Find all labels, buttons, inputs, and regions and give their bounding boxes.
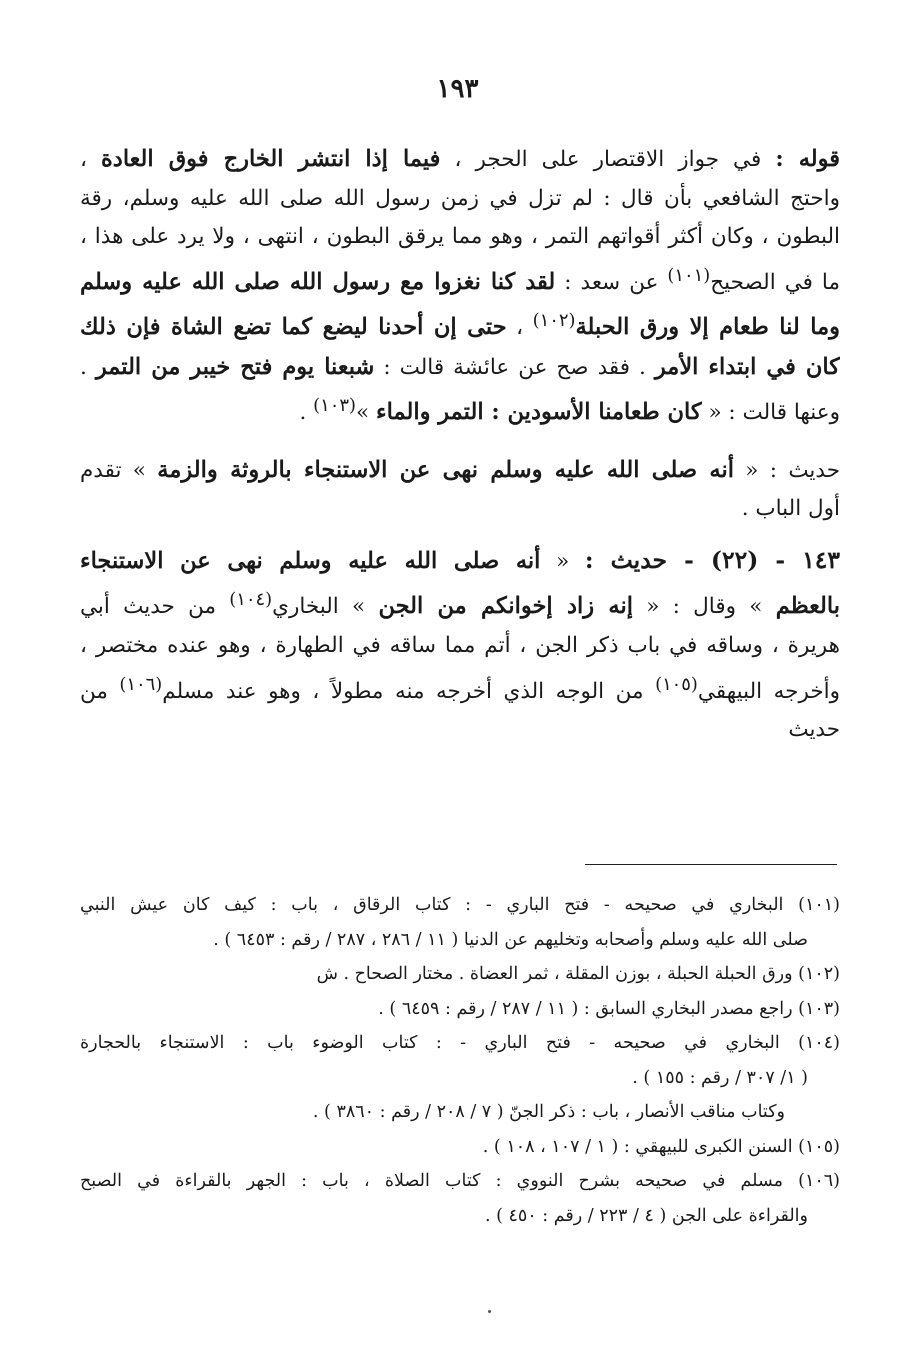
footnote-104-cont2: وكتاب مناقب الأنصار ، باب : ذكر الجنّ ( ٧ / ٢٠٨ / رقم : ٣٨٦٠ ) . xyxy=(312,1102,785,1122)
text-line-11: بالعظم » وقال : « إنه زاد إخوانكم من الجن » البخاري$^{(١٠٤)}$ من حديث أبي xyxy=(80,589,840,620)
text-line-6: كان في ابتداء الأمر . فقد صح عن عائشة قالت : شبعنا يوم فتح خيبر من التمر . xyxy=(80,353,840,380)
footnote-105: (١٠٥) السنن الكبرى للبيهقي : ( ١ / ١٠٧ ، ١٠٨ ) . xyxy=(482,1136,840,1157)
footnote-ref-101[interactable]: (١٠١) xyxy=(667,264,711,286)
footnote-103: (١٠٣) راجع مصدر البخاري السابق : ( ١١ / ٢٨٧ / رقم : ٦٤٥٩ ) . xyxy=(378,998,840,1019)
text-line-12: هريرة ، وساقه في باب ذكر الجن ، أتم مما ساقه في الطهارة ، وهو عنده مختصر ، xyxy=(80,633,840,659)
footnote-104-cont: ( ١/ ٣٠٧ / رقم : ١٥٥ ) . xyxy=(632,1067,808,1088)
text-line-4: ما في الصحيح$^{(١٠١)}$ عن سعد : لقد كنا نغزوا مع رسول الله صلى الله عليه وسلم xyxy=(80,264,840,295)
footnote-ref-103[interactable]: (١٠٣) xyxy=(313,395,357,417)
text-line-9: أول الباب . xyxy=(741,496,840,522)
scan-speck xyxy=(488,1310,491,1313)
footnote-ref-102[interactable]: (١٠٢) xyxy=(532,310,576,332)
footnote-104: (١٠٤) البخاري في صحيحه - فتح الباري - : كتاب الوضوء باب : الاستنجاء بالحجارة xyxy=(80,1033,840,1053)
footnote-102: (١٠٢) ورق الحبلة الحبلة ، بوزن المقلة ، ثمر العضاة . مختار الصحاح . ش xyxy=(316,964,840,984)
text-line-8: حديث : « أنه صلى الله عليه وسلم نهى عن الاستنجاء بالروثة والزمة » تقدم xyxy=(80,456,840,483)
footnote-106: (١٠٦) مسلم في صحيحه بشرح النووي : كتاب الصلاة ، باب : الجهر بالقراءة في الصبح xyxy=(80,1171,840,1191)
text-line-14: حديث xyxy=(788,717,840,743)
footnote-101-cont: صلى الله عليه وسلم وأصحابه وتخليهم عن الدنيا ( ١١ / ٢٨٦ ، ٢٨٧ / رقم : ٦٤٥٣ ) . xyxy=(213,929,808,950)
paragraph-gap xyxy=(80,529,840,541)
footnote-ref-104[interactable]: (١٠٤) xyxy=(229,589,273,611)
text-line-1: قوله : في جواز الاقتصار على الحجر ، فيما إذا انتشر الخارج فوق العادة ، xyxy=(80,146,840,172)
footnote-separator xyxy=(585,864,837,865)
text-line-5: وما لنا طعام إلا ورق الحبلة$^{(١٠٢)}$ ، حتى إن أحدنا ليضع كما تضع الشاة فإن ذلك xyxy=(80,310,840,341)
footnote-101: (١٠١) البخاري في صحيحه - فتح الباري - : كتاب الرقاق ، باب : كيف كان عيش النبي xyxy=(80,895,840,915)
text-line-7: وعنها قالت : « كان طعامنا الأسودين : التمر والماء »$^{(١٠٣)}$ . xyxy=(299,395,840,426)
footnote-ref-106[interactable]: (١٠٦) xyxy=(119,673,163,695)
text-line-13: وأخرجه البيهقي$^{(١٠٥)}$ من الوجه الذي أخرجه منه مطولاً ، وهو عند مسلم$^{(١٠٦)}$ من xyxy=(80,673,840,704)
paragraph-gap xyxy=(80,433,840,451)
text-line-3: البطون ، وكان أكثر أقواتهم التمر ، وهو مما يرقق البطون ، انتهى ، ولا يرد على هذا ، xyxy=(80,224,840,249)
footnote-ref-105[interactable]: (١٠٥) xyxy=(655,673,698,695)
text-line-2: واحتج الشافعي بأن قال : لم تزل في زمن رسول الله صلى الله عليه وسلم، رقة xyxy=(80,185,840,211)
text-line-10: ١٤٣ - (٢٢) - حديث : « أنه صلى الله عليه وسلم نهى عن الاستنجاء xyxy=(80,545,840,574)
footnotes xyxy=(80,888,840,1233)
main-text xyxy=(80,140,840,750)
page-number: ١٩٣ xyxy=(436,74,479,104)
footnote-106-cont: والقراءة على الجن ( ٤ / ٢٢٣ / رقم : ٤٥٠ ) . xyxy=(485,1205,808,1226)
